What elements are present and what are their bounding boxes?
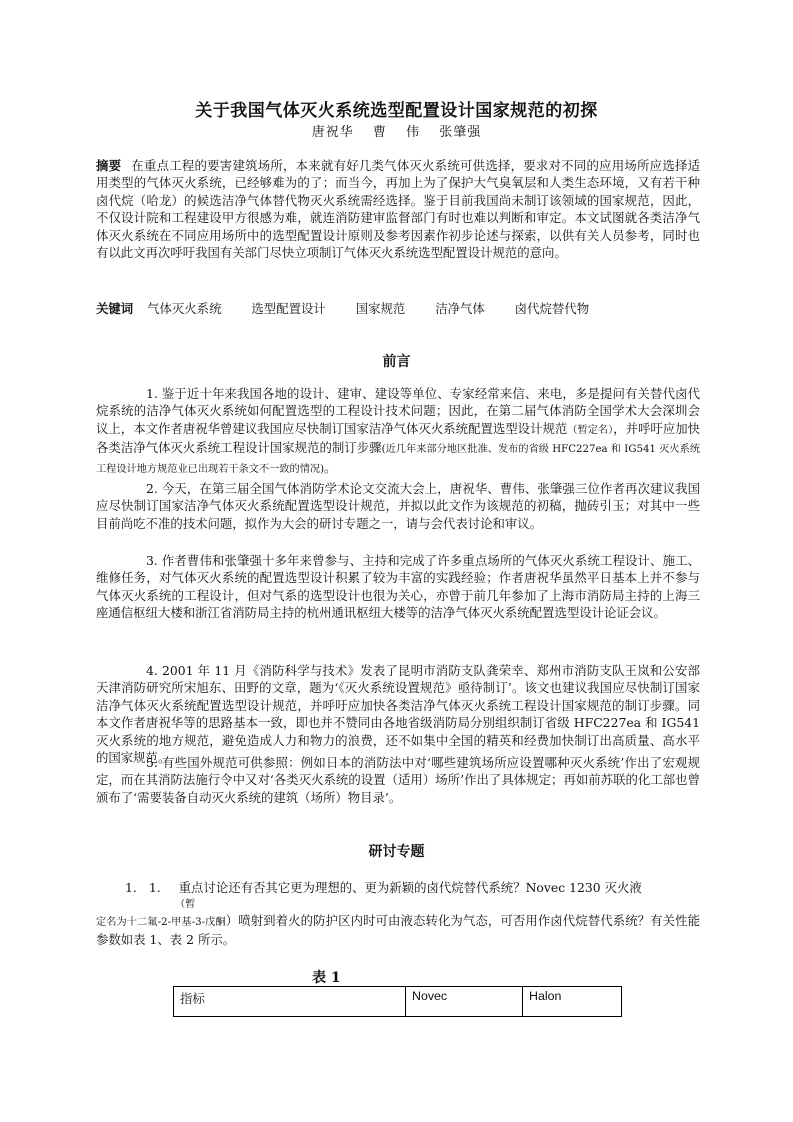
list-number: 1. — [125, 880, 137, 895]
paper-title: 关于我国气体灭火系统选型配置设计国家规范的初探 — [195, 101, 598, 121]
keyword-item: 国家规范 — [355, 301, 406, 316]
table-header-cell: 指标 — [174, 987, 406, 1017]
section-heading-preface: 前言 — [382, 354, 411, 370]
keyword-item: 气体灭火系统 — [147, 301, 222, 316]
table-header-cell: Novec — [406, 987, 523, 1017]
keyword-item: 选型配置设计 — [251, 301, 326, 316]
paragraph-text: 。 — [324, 459, 337, 475]
topic-text: 重点讨论还有否其它更为理想的、更为新颖的卤代烷替代系统？Novec 1230 灭火液 — [178, 880, 642, 895]
preface-paragraph-5: 5. 有些国外规范可供参照：例如日本的消防法中对‘哪些建筑场所应设置哪种灭火系统’作出了宏观规定，而在其消防法施行令中又对‘各类灭火系统的设置（适用）场所’作出了具体规定；再如前苏联的化工部也曾颁布了‘需要装备自动灭火系统的建筑（场所）物目录’。 — [96, 755, 700, 805]
topic-text: ）喷射到着火的防护区内时可由液态转化为气态，可否用作卤代烷替代系统？有关性能参数如表 1、表 2 所示。 — [96, 913, 701, 948]
abstract — [96, 157, 700, 261]
section-heading-topics: 研讨专题 — [368, 844, 425, 860]
topic-item-1-continued — [96, 912, 700, 949]
preface-paragraph-1 — [96, 385, 700, 478]
parameter-table — [173, 986, 622, 1017]
keywords-label: 关键词 — [96, 301, 134, 316]
topic-item-1 — [125, 879, 700, 914]
keywords — [96, 300, 700, 317]
paragraph-text: 1. 鉴于近十年来我国各地的设计、建审、建设等单位、专家经常来信、来电，多是提问有关替代卤代烷系统的洁净气体灭火系统如何配置选型的工程设计技术问题；因此，在第二届气体消防全国学术大会深圳会议上，本文作者唐祝华曾建议我国应尽快制订国家洁净气体灭火系统配置选型设计规范 — [96, 386, 700, 436]
paragraph-note: （暂定名） — [567, 424, 614, 436]
preface-paragraph-4: 4. 2001 年 11 月《消防科学与技术》发表了昆明市消防支队龚荣幸、郑州市消防支队王岚和公安部天津消防研究所宋旭东、田野的文章，题为‘《灭火系统设置规范》亟待制订’。该文也建议我国应尽快制订国家洁净气体灭火系统配置选型设计规范，并呼吁应加快各类洁净气体灭火系统工程设计国家规范的制订步骤。同本文作者唐祝华等的思路基本一致，即也并不赞同由各地省级消防局分别组织制订省级 HFC227ea 和 IG541 灭火系统的地方规范，避免造成人力和物力的浪费，还不如集中全国的精英和经费加快制订出高质量、高水平的国家规范。 — [96, 663, 700, 766]
table-caption: 表 1 — [312, 970, 341, 986]
topic-note: 定名为十二氟-2-甲基-3-戊酮 — [96, 917, 226, 928]
paragraph-note: (近几年来部分地区批准、发布的省级 HFC227ea 和 IG541 灭火系统工程设计地方规范业已出现若干条文不一致的情况) — [96, 444, 701, 475]
keyword-item: 卤代烷替代物 — [514, 301, 590, 316]
preface-paragraph-2: 2. 今天，在第三届全国气体消防学术论文交流大会上，唐祝华、曹伟、张肇强三位作者再次建议我国应尽快制订国家洁净气体灭火系统配置选型设计规范，并拟以此文作为该规范的初稿，抛砖引玉；对其中一些目前尚吃不准的技术问题，拟作为大会的研讨专题之一，请与会代表讨论和审议。 — [96, 481, 700, 531]
table-header-cell: Halon — [523, 987, 622, 1017]
topic-note-open: （暂 — [175, 899, 196, 911]
keyword-item: 洁净气体 — [435, 301, 485, 316]
paper-authors: 唐祝华 曹 伟 张肇强 — [311, 125, 482, 140]
preface-paragraph-3: 3. 作者曹伟和张肇强十多年来曾参与、主持和完成了许多重点场所的气体灭火系统工程设计、施工、维修任务，对气体灭火系统的配置选型设计积累了较为丰富的实践经验；作者唐祝华虽然平日基本上并不参与气体灭火系统的工程设计，但对气系的选型设计也很为关心，亦曾于前几年参加了上海市消防局主持的上海三座通信枢纽大楼和浙江省消防局主持的杭州通讯枢纽大楼等的洁净气体灭火系统配置选型设计论证会议。 — [96, 553, 700, 621]
list-subnumber: 1. — [148, 880, 161, 895]
abstract-label: 摘要 — [96, 158, 122, 173]
abstract-text: 在重点工程的要害建筑场所，本来就有好几类气体灭火系统可供选择，要求对不同的应用场所应选择适用类型的气体灭火系统，已经够难为的了；而当今，再加上为了保护大气臭氧层和人类生态环境，又有若干种卤代烷（哈龙）的候选洁净气体替代物灭火系统需经选择。鉴于目前我国尚未制订该领域的国家规范，因此，不仅设计院和工程建设甲方很感为难，就连消防建审监督部门有时也难以判断和审定。本文试图就各类洁净气体灭火系统在不同应用场所中的选型配置设计原则及参考因素作初步论述与探索，以供有关人员参考，同时也有以此文再次呼吁我国有关部门尽快立项制订气体灭火系统选型配置设计规范的意向。 — [96, 158, 701, 261]
paragraph-text: ，并呼吁应加快各类洁净气体灭火系统工程设计国家规范的制订步骤 — [96, 420, 701, 456]
table-row — [174, 987, 622, 1017]
